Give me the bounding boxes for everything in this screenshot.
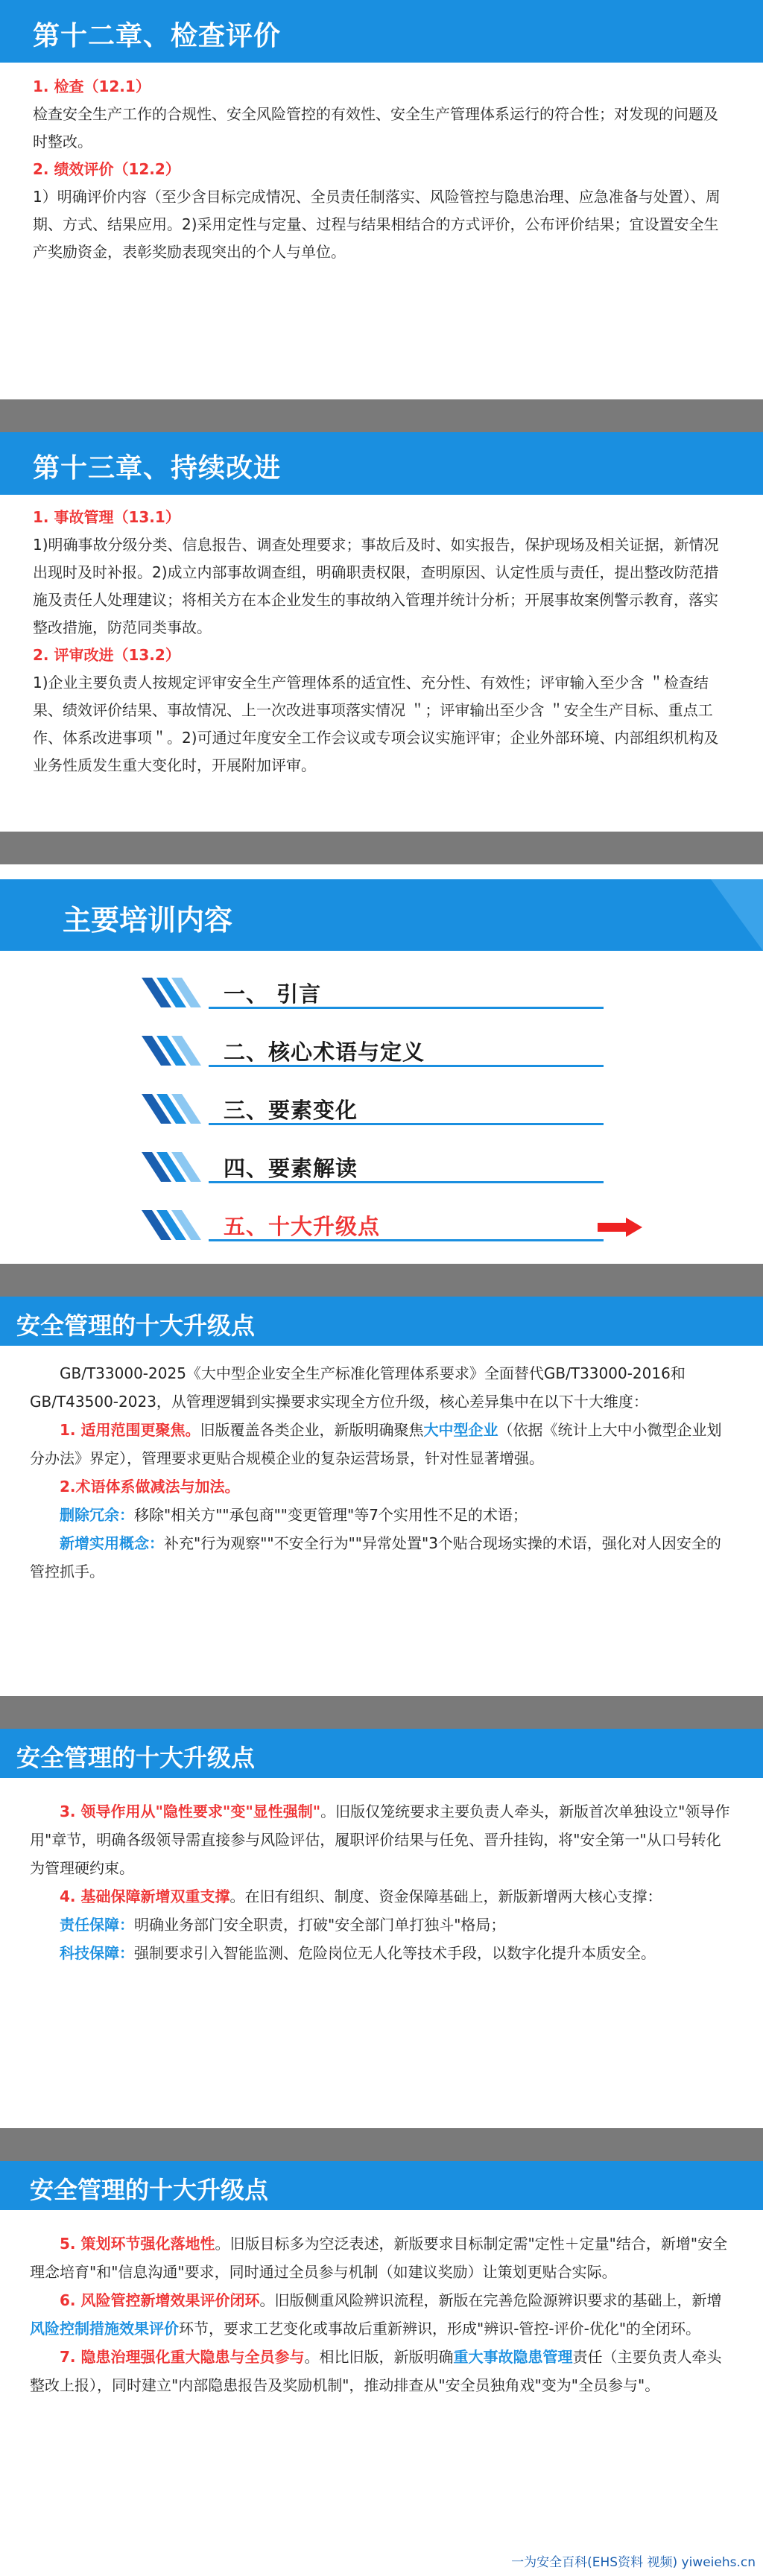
stripes-icon [142,1145,209,1189]
highlight: 风险控制措施效果评价 [30,2320,179,2338]
paragraph [30,1416,733,1472]
stripes-icon [142,1086,209,1131]
paragraph: 检查安全生产工作的合规性、安全风险管控的有效性、安全生产管理体系运行的符合性；对发现的问题及时整改。 [33,105,718,151]
sub-heading: 新增实用概念： [60,1534,164,1552]
menu-item-5[interactable] [142,1203,604,1247]
point-heading: 7. 隐患治理强化重大隐患与全员参与 [60,2348,305,2366]
slide-title: 第十二章、检查评价 [33,21,282,51]
divider [209,1239,604,1241]
slide-title: 第十三章、持续改进 [33,453,282,484]
slide-body [33,73,730,266]
paragraph [30,1939,733,1967]
arrow-right-icon [598,1218,642,1237]
text: 明确业务部门安全职责，打破"安全部门单打独斗"格局； [134,1916,506,1934]
text: 。旧版目标多为空泛表述，新版要求目标制定需"定性＋定量"结合，新增"安全理念培育"和"信息沟通"要求，同时通过全员参与机制（如建议奖励）让策划更贴合实际。 [30,2235,728,2281]
paragraph [30,2230,733,2286]
text: 旧版覆盖各类企业，新版明确聚焦 [200,1421,424,1439]
text: 。旧版仅笼统要求主要负责人牵头，新版首次单独设立"领导作用"章节，明确各级领导需直接参与风险评估，履职评价结果与任免、晋升挂钩，将"安全第一"从口号转化为管理硬约束。 [30,1803,730,1877]
divider [209,1065,604,1067]
sub-heading: 责任保障： [60,1916,134,1934]
section-heading: 2. 绩效评价（12.2） [33,160,180,178]
slide-header [0,432,763,495]
divider [209,1181,604,1183]
menu-item-1[interactable] [142,970,604,1015]
text: 移除"相关方""承包商""变更管理"等7个实用性不足的术语； [134,1506,528,1524]
slide-body [33,504,730,779]
point-heading: 6. 风险管控新增效果评价闭环 [60,2291,260,2309]
slide-upgrade-points-3 [0,2161,763,2576]
paragraph [30,1911,733,1939]
paragraph [30,1797,733,1882]
divider [209,1123,604,1125]
point-heading: 4. 基础保障新增双重支撑 [60,1887,230,1905]
section-heading: 1. 检查（12.1） [33,77,151,95]
divider [209,1007,604,1009]
text: 。旧版侧重风险辨识流程，新版在完善危险源辨识要求的基础上，新增 [259,2291,722,2309]
text: （依据《统计上大中小微型企业划分办法》界定），管理要求更贴合规模企业的复杂运营场景，针对性显著增强。 [30,1421,722,1467]
paragraph: 1)明确事故分级分类、信息报告、调查处理要求；事故后及时、如实报告，保护现场及相关证据，新情况出现时及时补报。2)成立内部事故调查组，明确职责权限，查明原因、认定性质与责任，提出整改防范措施及责任人处理建议；将相关方在本企业发生的事故纳入管理并统计分析；开展事故案例警示教育，落实整改措施，防范同类事故。 [33,536,719,636]
text: 。在旧有组织、制度、资金保障基础上，新版新增两大核心支撑： [229,1887,662,1905]
slide-chapter-13 [0,432,763,832]
sub-heading: 科技保障： [60,1944,134,1962]
point-heading: 2.术语体系做减法与加法。 [60,1478,240,1496]
slide-title: 安全管理的十大升级点 [30,2176,269,2204]
slide-body [30,1797,733,1967]
paragraph [30,1501,733,1529]
section-heading: 2. 评审改进（13.2） [33,646,180,664]
text: 责任（主要负责人牵头整改上报），同时建立"内部隐患报告及奖励机制"，推动排查从"安全员独角戏"变为"全员参与"。 [30,2348,722,2394]
header-notch [711,879,763,951]
point-heading: 5. 策划环节强化落地性 [60,2235,215,2253]
paragraph: 1)企业主要负责人按规定评审安全生产管理体系的适宜性、充分性、有效性；评审输入至少含 ＂检查结果、绩效评价结果、事故情况、上一次改进事项落实情况 ＂；评审输出至少含 ＂安全生产目标、重点工作、体系改进事项＂。2)可通过年度安全工作会议或专项会议实施评审；企业外部环境、内部组织机构及业务性质发生重大变化时，开展附加评审。 [33,674,719,774]
paragraph [30,2286,733,2343]
slide-title: 安全管理的十大升级点 [16,1744,256,1772]
slide-upgrade-points-1 [0,1297,763,1696]
sub-heading: 删除冗余： [60,1506,134,1524]
slide-header [0,1297,763,1346]
highlight: 重大事故隐患管理 [453,2348,573,2366]
highlight: 大中型企业 [423,1421,498,1439]
text: 环节，要求工艺变化或事故后重新辨识，形成"辨识-管控-评价-优化"的全闭环。 [179,2320,701,2338]
menu-item-label: 四、要素解读 [224,1156,358,1181]
menu-item-label: 五、十大升级点 [224,1214,381,1239]
text: 补充"行为观察""不安全行为""异常处置"3个贴合现场实操的术语，强化对人因安全的管控抓手。 [30,1534,721,1580]
slide-title: 安全管理的十大升级点 [16,1311,256,1340]
paragraph [30,1882,733,1911]
section-heading: 1. 事故管理（13.1） [33,508,180,526]
stripes-icon [142,1203,209,1247]
slide-header [0,0,763,63]
menu-item-4[interactable] [142,1145,604,1189]
menu-item-label: 一、 引言 [224,981,322,1007]
stripes-icon [142,970,209,1015]
paragraph [30,1529,733,1586]
slide-upgrade-points-2 [0,1729,763,2128]
slide-body [30,1359,733,1586]
menu-item-3[interactable] [142,1086,604,1131]
slide-header [0,2161,763,2210]
slide-training-contents [0,864,763,1264]
slide-header [0,879,763,951]
slide-body [30,2230,733,2399]
slide-header [0,1729,763,1778]
menu-item-label: 二、核心术语与定义 [224,1039,425,1065]
footer-watermark[interactable]: 一为安全百科(EHS资料 视频) yiweiehs.cn [511,2555,756,2570]
menu-item-2[interactable] [142,1028,604,1073]
point-heading: 1. 适用范围更聚焦。 [60,1421,200,1439]
text: 强制要求引入智能监测、危险岗位无人化等技术手段，以数字化提升本质安全。 [134,1944,656,1962]
text: 。相比旧版，新版明确 [304,2348,454,2366]
slide-chapter-12 [0,0,763,399]
menu-item-label: 三、要素变化 [224,1098,358,1123]
stripes-icon [142,1028,209,1073]
paragraph [30,1472,733,1501]
paragraph [30,2343,733,2399]
point-heading: 3. 领导作用从"隐性要求"变"显性强制" [60,1803,321,1820]
paragraph: GB/T33000-2025《大中型企业安全生产标准化管理体系要求》全面替代GB/T33000-2016和GB/T43500-2023，从管理逻辑到实操要求实现全方位升级，核心差异集中在以下十大维度： [30,1364,686,1411]
paragraph: 1）明确评价内容（至少含目标完成情况、全员责任制落实、风险管控与隐患治理、应急准备与处置）、周期、方式、结果应用。2)采用定性与定量、过程与结果相结合的方式评价，公布评价结果；宜设置安全生产奖励资金，表彰奖励表现突出的个人与单位。 [33,188,721,261]
slide-title: 主要培训内容 [63,904,233,937]
